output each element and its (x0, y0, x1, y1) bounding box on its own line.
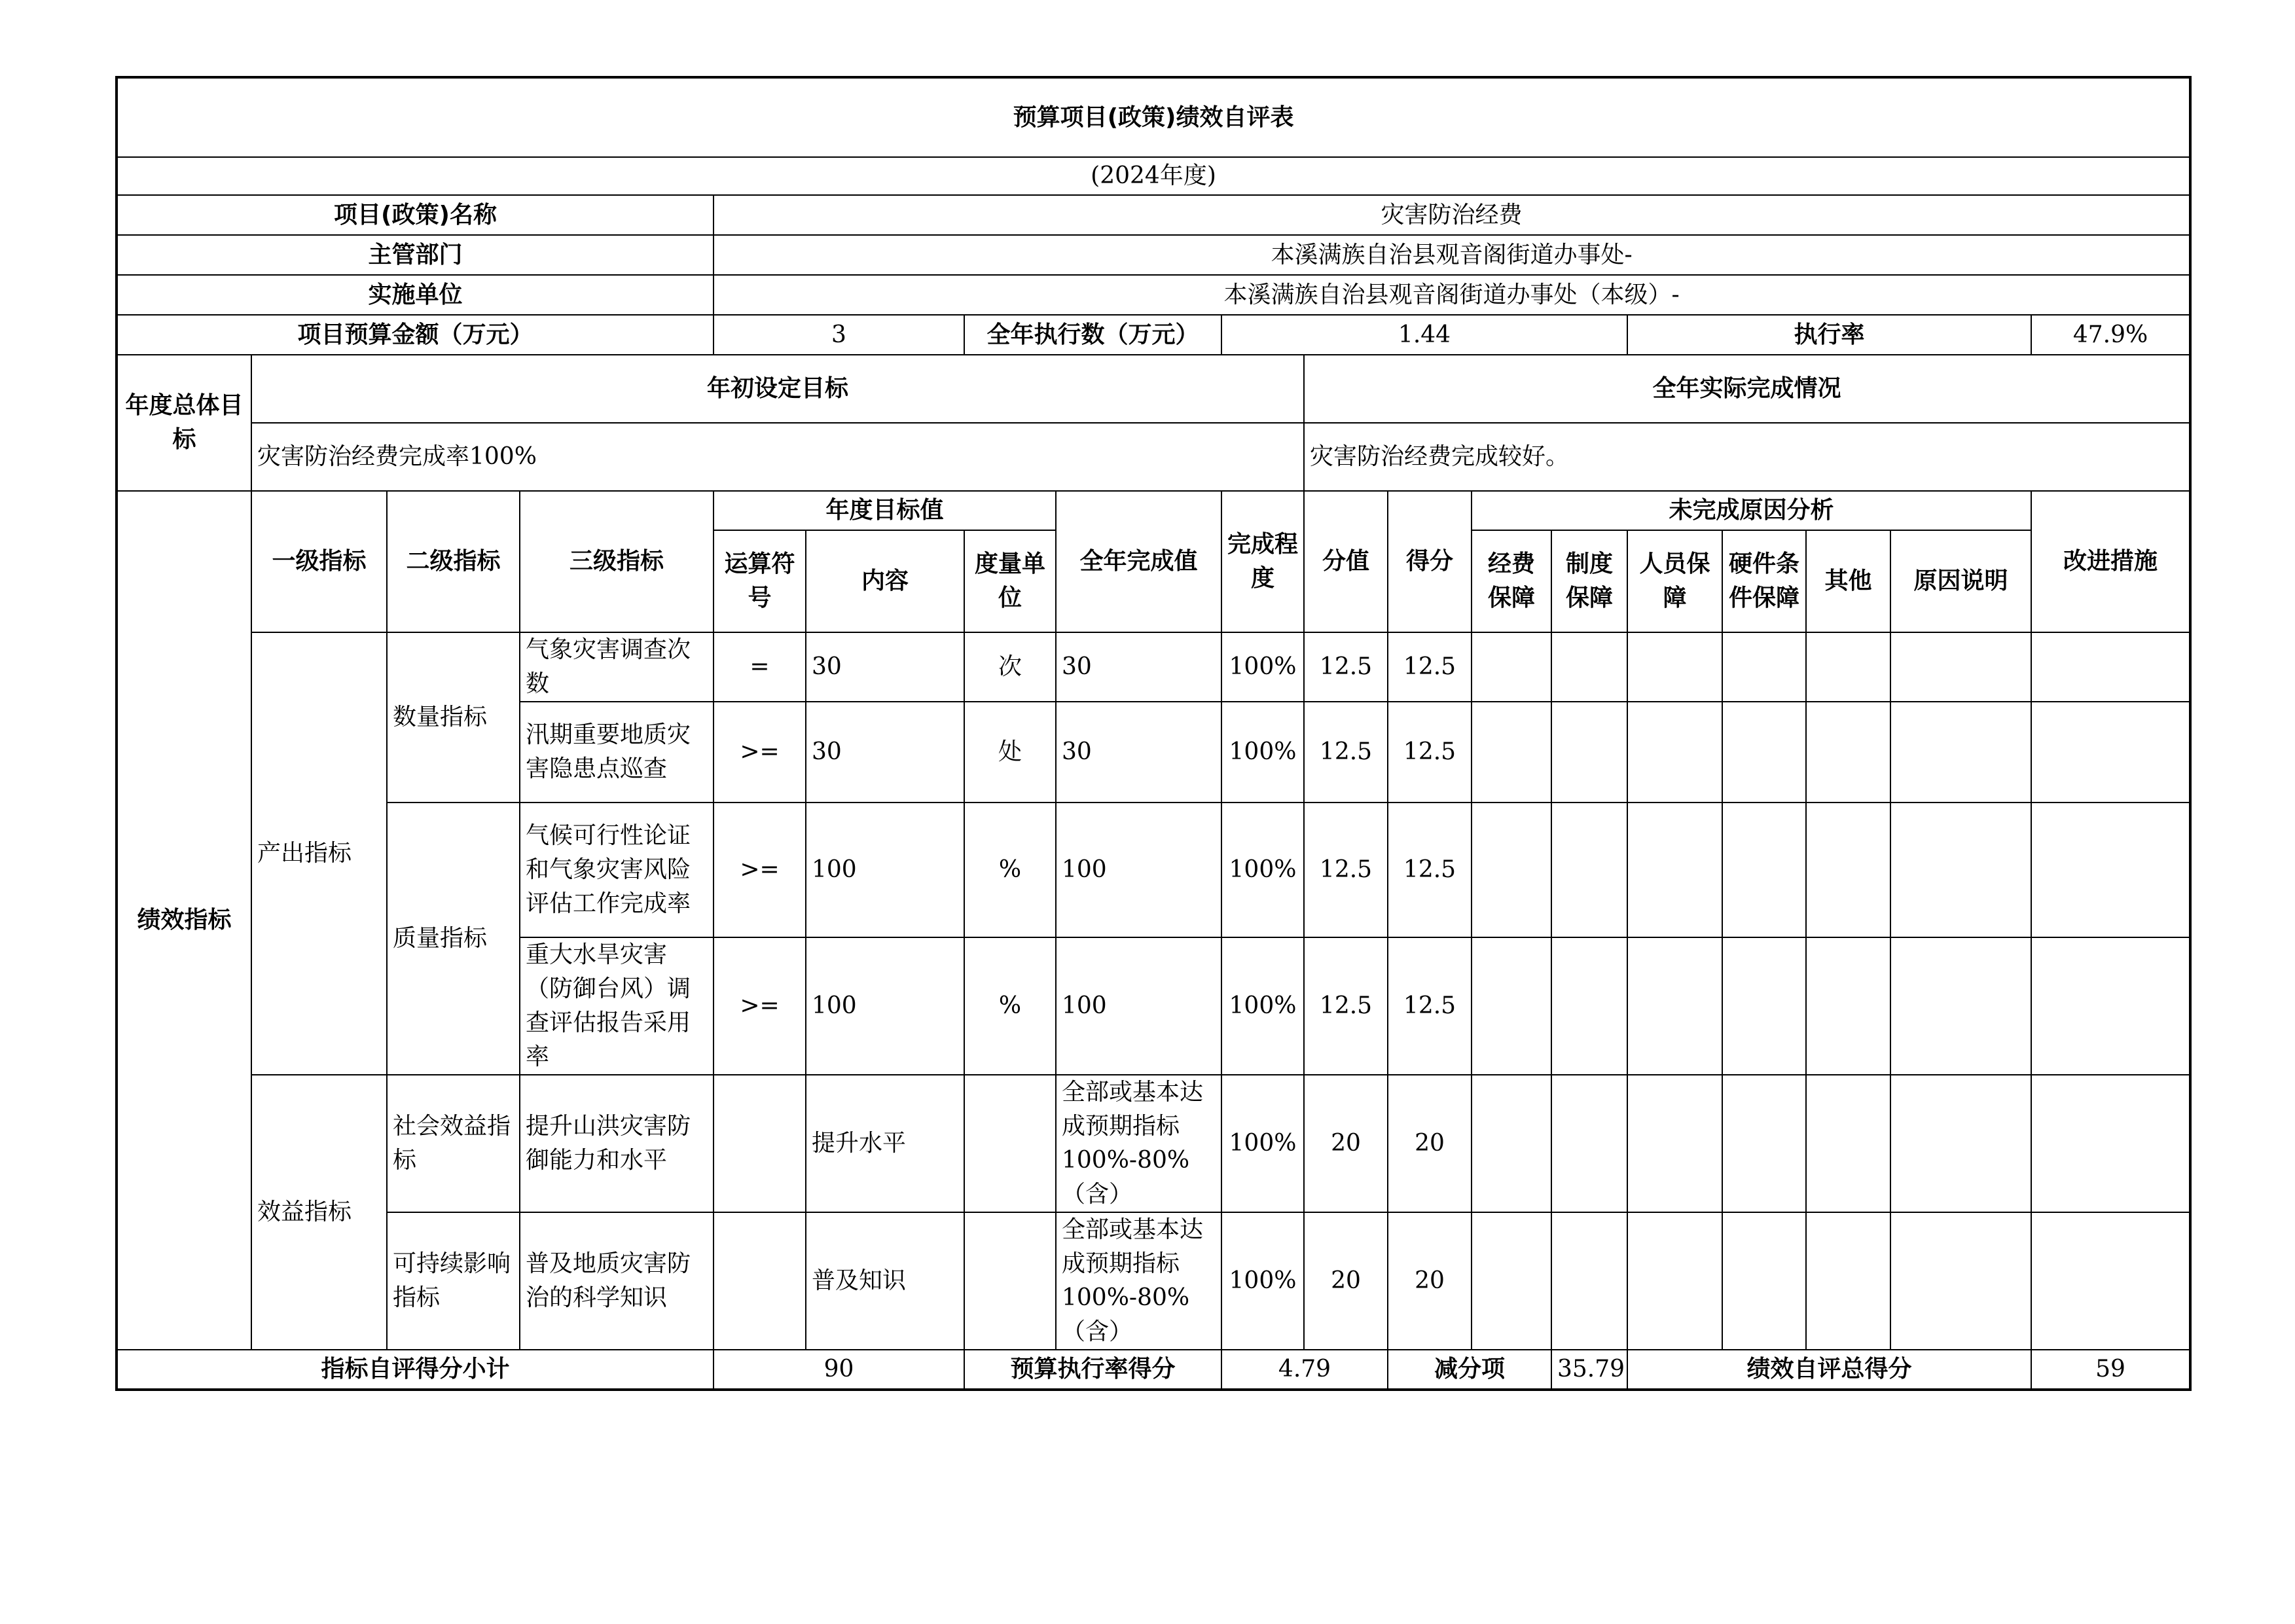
actual-cell: 30 (1056, 702, 1221, 803)
score-cell: 12.5 (1388, 803, 1472, 937)
empty-cell (1890, 1212, 2031, 1350)
header-operator: 运算符号 (714, 530, 806, 632)
empty-cell (1627, 632, 1722, 702)
empty-cell (1472, 632, 1551, 702)
empty-cell (1722, 1212, 1806, 1350)
empty-cell (1806, 702, 1890, 803)
empty-cell (1890, 702, 2031, 803)
actual-cell: 全部或基本达成预期指标100%-80%（含） (1056, 1075, 1221, 1212)
rate-value: 47.9% (2031, 315, 2190, 355)
empty-cell (1806, 937, 1890, 1075)
empty-cell (1722, 1075, 1806, 1212)
header-reason-other: 其他 (1806, 530, 1890, 632)
level1-output: 产出指标 (251, 632, 387, 1075)
unit-cell: 处 (964, 702, 1056, 803)
empty-cell (1472, 702, 1551, 803)
degree-cell: 100% (1221, 702, 1304, 803)
header-content: 内容 (806, 530, 964, 632)
unit-cell: % (964, 937, 1056, 1075)
header-improve: 改进措施 (2031, 491, 2190, 632)
level1-benefit: 效益指标 (251, 1075, 387, 1350)
actual-completion: 灾害防治经费完成较好。 (1304, 423, 2190, 491)
annual-goal-label: 年度总体目标 (117, 355, 251, 491)
performance-indicators-label: 绩效指标 (117, 491, 251, 1350)
level3-cell: 气象灾害调查次数 (520, 632, 714, 702)
empty-cell (1722, 702, 1806, 803)
degree-cell: 100% (1221, 1075, 1304, 1212)
empty-cell (1627, 1075, 1722, 1212)
empty-cell (1722, 803, 1806, 937)
unit-cell: 次 (964, 632, 1056, 702)
project-name: 灾害防治经费 (714, 195, 2190, 235)
dept: 本溪满族自治县观音阁街道办事处- (714, 235, 2190, 275)
empty-cell (2031, 1212, 2190, 1350)
content-cell: 100 (806, 937, 964, 1075)
empty-cell (1551, 937, 1627, 1075)
table-row (117, 1075, 2190, 1212)
empty-cell (1551, 1212, 1627, 1350)
empty-cell (2031, 937, 2190, 1075)
content-cell: 100 (806, 803, 964, 937)
unit-cell (964, 1212, 1056, 1350)
empty-cell (1472, 937, 1551, 1075)
deduct-label: 减分项 (1388, 1350, 1551, 1390)
empty-cell (1551, 803, 1627, 937)
exec-score-label: 预算执行率得分 (964, 1350, 1221, 1390)
content-cell: 提升水平 (806, 1075, 964, 1212)
level3-cell: 气候可行性论证和气象灾害风险评估工作完成率 (520, 803, 714, 937)
degree-cell: 100% (1221, 632, 1304, 702)
executed-value: 1.44 (1221, 315, 1627, 355)
page-title: 预算项目(政策)绩效自评表 (117, 77, 2190, 157)
subtotal-label: 指标自评得分小计 (117, 1350, 714, 1390)
initial-goal: 灾害防治经费完成率100% (251, 423, 1304, 491)
empty-cell (2031, 1075, 2190, 1212)
level3-cell: 重大水旱灾害（防御台风）调查评估报告采用率 (520, 937, 714, 1075)
actual-completion-label: 全年实际完成情况 (1304, 355, 2190, 423)
actual-cell: 100 (1056, 803, 1221, 937)
header-reason-hardware: 硬件条件保障 (1722, 530, 1806, 632)
unit: 本溪满族自治县观音阁街道办事处（本级）- (714, 275, 2190, 315)
header-reason-desc: 原因说明 (1890, 530, 2031, 632)
score-value-cell: 12.5 (1304, 702, 1388, 803)
unit-cell (964, 1075, 1056, 1212)
table-row (117, 632, 2190, 702)
score-cell: 20 (1388, 1212, 1472, 1350)
content-cell: 30 (806, 702, 964, 803)
level3-cell: 提升山洪灾害防御能力和水平 (520, 1075, 714, 1212)
header-level3: 三级指标 (520, 491, 714, 632)
budget-label: 项目预算金额（万元） (117, 315, 714, 355)
actual-cell: 30 (1056, 632, 1221, 702)
fiscal-year: (2024年度) (117, 157, 2190, 195)
table-row (117, 1212, 2190, 1350)
header-reason-fund: 经费保障 (1472, 530, 1551, 632)
empty-cell (1472, 1212, 1551, 1350)
empty-cell (1551, 632, 1627, 702)
content-cell: 普及知识 (806, 1212, 964, 1350)
header-reason-system: 制度保障 (1551, 530, 1627, 632)
table-row (117, 803, 2190, 937)
empty-cell (1551, 702, 1627, 803)
degree-cell: 100% (1221, 1212, 1304, 1350)
score-cell: 12.5 (1388, 702, 1472, 803)
header-score: 得分 (1388, 491, 1472, 632)
empty-cell (1890, 632, 2031, 702)
operator-cell: >= (714, 702, 806, 803)
score-value-cell: 20 (1304, 1212, 1388, 1350)
total-label: 绩效自评总得分 (1627, 1350, 2031, 1390)
total-value: 59 (2031, 1350, 2190, 1390)
empty-cell (1627, 937, 1722, 1075)
header-level2: 二级指标 (387, 491, 520, 632)
score-cell: 12.5 (1388, 632, 1472, 702)
rate-label: 执行率 (1627, 315, 2031, 355)
subtotal-value: 90 (714, 1350, 964, 1390)
empty-cell (1806, 1212, 1890, 1350)
score-value-cell: 12.5 (1304, 803, 1388, 937)
empty-cell (1472, 1075, 1551, 1212)
empty-cell (1627, 803, 1722, 937)
project-name-label: 项目(政策)名称 (117, 195, 714, 235)
header-reason-staff: 人员保障 (1627, 530, 1722, 632)
initial-goal-label: 年初设定目标 (251, 355, 1304, 423)
degree-cell: 100% (1221, 803, 1304, 937)
header-actual: 全年完成值 (1056, 491, 1221, 632)
score-cell: 12.5 (1388, 937, 1472, 1075)
exec-score-value: 4.79 (1221, 1350, 1388, 1390)
operator-cell: >= (714, 937, 806, 1075)
unit-label: 实施单位 (117, 275, 714, 315)
empty-cell (1551, 1075, 1627, 1212)
dept-label: 主管部门 (117, 235, 714, 275)
unit-cell: % (964, 803, 1056, 937)
level3-cell: 普及地质灾害防治的科学知识 (520, 1212, 714, 1350)
empty-cell (1627, 1212, 1722, 1350)
empty-cell (1722, 937, 1806, 1075)
operator-cell (714, 1075, 806, 1212)
empty-cell (2031, 632, 2190, 702)
actual-cell: 100 (1056, 937, 1221, 1075)
budget-value: 3 (714, 315, 964, 355)
empty-cell (1806, 803, 1890, 937)
degree-cell: 100% (1221, 937, 1304, 1075)
actual-cell: 全部或基本达成预期指标100%-80%（含） (1056, 1212, 1221, 1350)
content-cell: 30 (806, 632, 964, 702)
level3-cell: 汛期重要地质灾害隐患点巡查 (520, 702, 714, 803)
deduct-value: 35.79 (1551, 1350, 1627, 1390)
empty-cell (1722, 632, 1806, 702)
empty-cell (1890, 937, 2031, 1075)
score-value-cell: 12.5 (1304, 937, 1388, 1075)
level2-quantity: 数量指标 (387, 632, 520, 803)
operator-cell (714, 1212, 806, 1350)
header-unit: 度量单位 (964, 530, 1056, 632)
operator-cell: >= (714, 803, 806, 937)
header-score-value: 分值 (1304, 491, 1388, 632)
level2-social: 社会效益指标 (387, 1075, 520, 1212)
level2-sustainable: 可持续影响指标 (387, 1212, 520, 1350)
evaluation-table (115, 76, 2192, 1391)
empty-cell (2031, 803, 2190, 937)
header-target: 年度目标值 (714, 491, 1056, 530)
score-value-cell: 20 (1304, 1075, 1388, 1212)
level2-quality: 质量指标 (387, 803, 520, 1075)
header-reason: 未完成原因分析 (1472, 491, 2031, 530)
operator-cell: = (714, 632, 806, 702)
empty-cell (1890, 803, 2031, 937)
empty-cell (1806, 632, 1890, 702)
empty-cell (1806, 1075, 1890, 1212)
score-value-cell: 12.5 (1304, 632, 1388, 702)
executed-label: 全年执行数（万元） (964, 315, 1221, 355)
empty-cell (1472, 803, 1551, 937)
empty-cell (2031, 702, 2190, 803)
evaluation-sheet (115, 76, 2189, 1391)
score-cell: 20 (1388, 1075, 1472, 1212)
header-level1: 一级指标 (251, 491, 387, 632)
header-degree: 完成程度 (1221, 491, 1304, 632)
empty-cell (1627, 702, 1722, 803)
empty-cell (1890, 1075, 2031, 1212)
